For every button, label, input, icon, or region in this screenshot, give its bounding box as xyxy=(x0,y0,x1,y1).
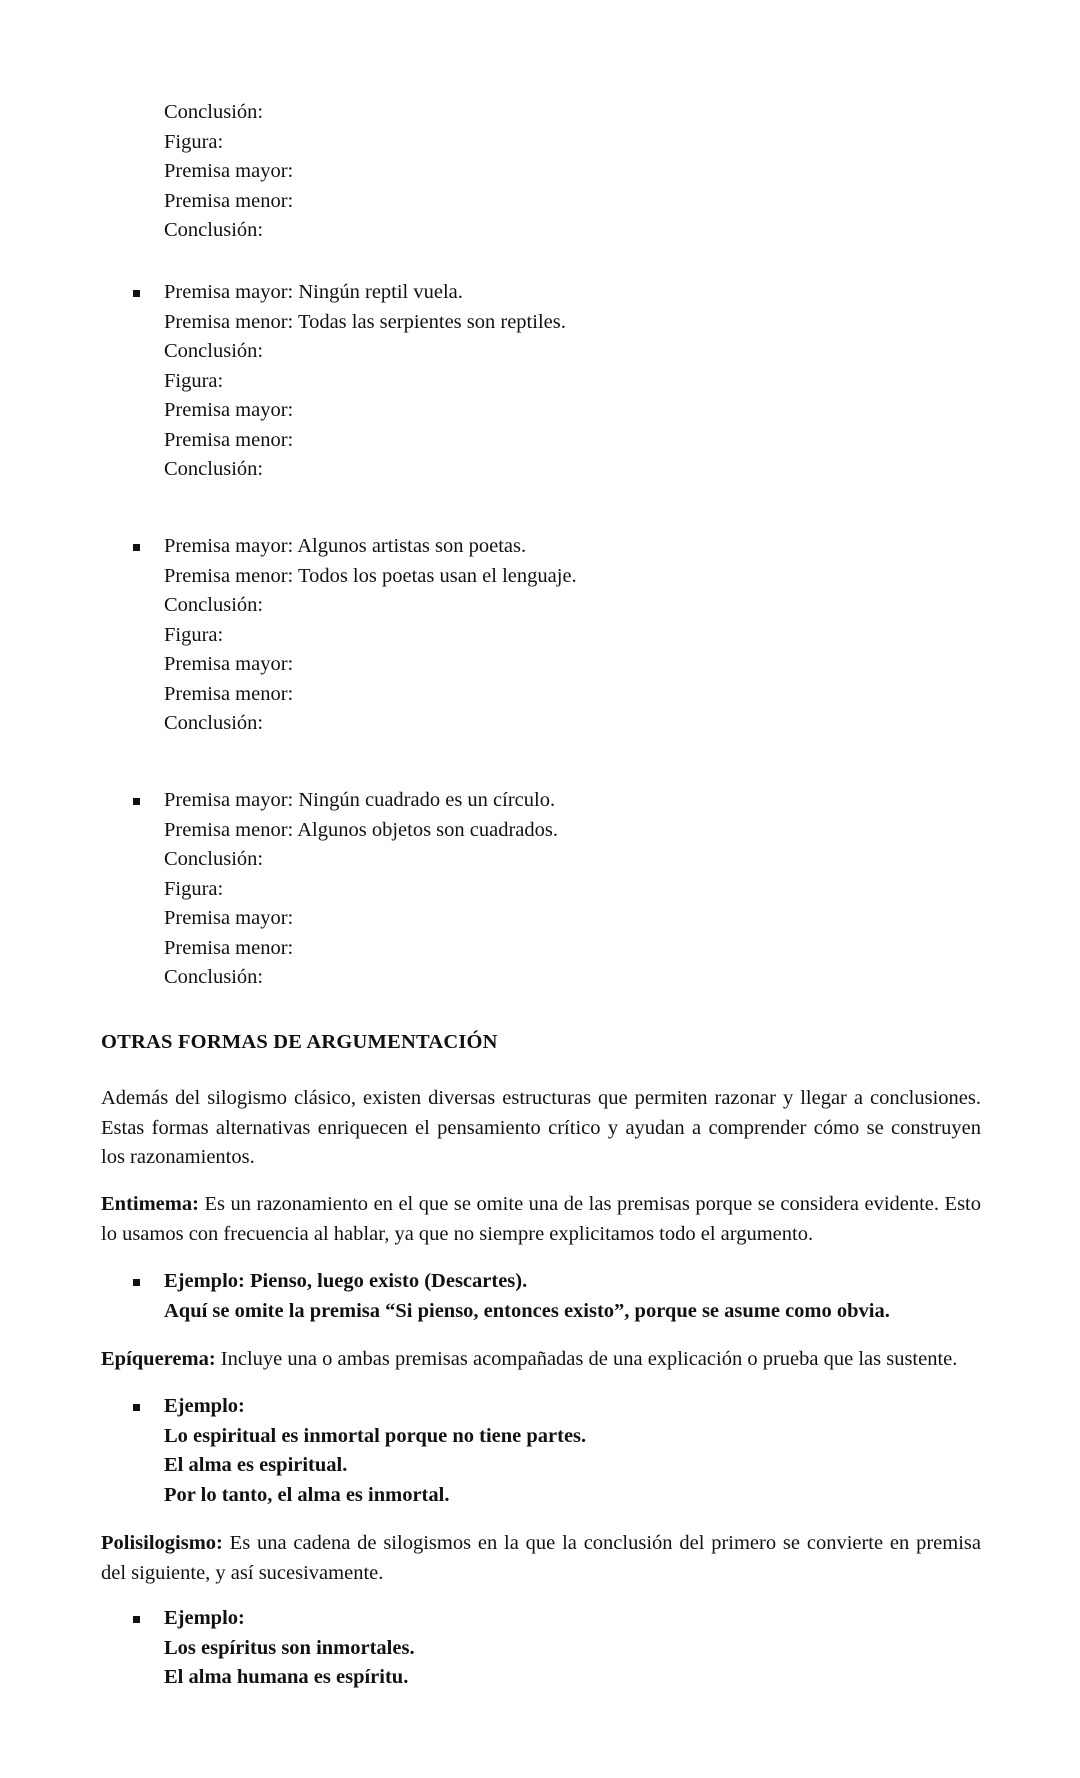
field-premisa-menor: Premisa menor: xyxy=(164,936,294,959)
premisa-mayor: Premisa mayor: Ningún cuadrado es un círculo. xyxy=(164,789,556,811)
entimema-definition: Es un razonamiento en el que se omite una de las premisas porque se considera evidente. Esto lo usamos con frecuencia al hablar, ya que no siempre explicitamos todo el argumento. xyxy=(101,1193,981,1245)
square-bullet-icon xyxy=(133,1616,140,1623)
field-conclusion: Conclusión: xyxy=(164,712,264,734)
field-premisa-menor: Premisa menor: xyxy=(164,428,294,451)
field-conclusion: Conclusión: xyxy=(164,219,264,241)
square-bullet-icon xyxy=(133,1404,140,1411)
polisilogismo-term: Polisilogismo: xyxy=(101,1532,223,1554)
field-premisa-mayor: Premisa mayor: xyxy=(164,399,294,421)
exercise-item xyxy=(0,278,566,485)
field-conclusion: Conclusión: xyxy=(164,594,264,616)
epiquerema-definition: Incluye una o ambas premisas acompañadas de una explicación o prueba que las sustente. xyxy=(215,1348,958,1370)
example-line: El alma humana es espíritu. xyxy=(164,1666,409,1688)
example-line: Ejemplo: xyxy=(164,1607,245,1629)
example-line: Los espíritus son inmortales. xyxy=(164,1636,415,1659)
premisa-mayor: Premisa mayor: Algunos artistas son poetas. xyxy=(164,535,527,557)
square-bullet-icon xyxy=(133,798,140,805)
square-bullet-icon xyxy=(133,544,140,551)
example-line: Ejemplo: xyxy=(164,1395,245,1417)
square-bullet-icon xyxy=(133,290,140,297)
entimema-term: Entimema: xyxy=(101,1193,199,1215)
field-figura: Figura: xyxy=(164,130,224,153)
polisilogismo-paragraph xyxy=(101,1529,981,1588)
field-premisa-menor: Premisa menor: xyxy=(164,682,294,705)
example-line: Aquí se omite la premisa “Si pienso, entonces existo”, porque se asume como obvia. xyxy=(164,1299,890,1322)
field-figura: Figura: xyxy=(164,369,224,392)
premisa-menor: Premisa menor: Algunos objetos son cuadrados. xyxy=(164,818,559,841)
intro-paragraph: Además del silogismo clásico, existen diversas estructuras que permiten razonar y llegar a conclusiones. Estas formas alternativas enriquecen el pensamiento crítico y ayudan a comprender cómo se construyen los razonamientos. xyxy=(101,1087,981,1168)
field-premisa-mayor: Premisa mayor: xyxy=(164,907,294,929)
exercise-item xyxy=(0,786,558,993)
field-conclusion: Conclusión: xyxy=(164,101,264,123)
section-heading: OTRAS FORMAS DE ARGUMENTACIÓN xyxy=(101,1031,498,1053)
premisa-menor: Premisa menor: Todos los poetas usan el lenguaje. xyxy=(164,564,577,587)
epiquerema-term: Epíquerema: xyxy=(101,1348,216,1370)
exercise-item xyxy=(0,532,577,739)
field-figura: Figura: xyxy=(164,877,224,900)
example-line: Lo espiritual es inmortal porque no tiene partes. xyxy=(164,1424,587,1447)
field-figura: Figura: xyxy=(164,623,224,646)
field-premisa-mayor: Premisa mayor: xyxy=(164,160,294,182)
field-premisa-mayor: Premisa mayor: xyxy=(164,653,294,675)
epiquerema-paragraph xyxy=(101,1345,981,1375)
field-conclusion: Conclusión: xyxy=(164,966,264,988)
example-line: Ejemplo: Pienso, luego existo (Descartes). xyxy=(164,1270,528,1292)
entimema-example xyxy=(0,1267,890,1326)
polisilogismo-definition: Es una cadena de silogismos en la que la conclusión del primero se convierte en premisa del siguiente, y así sucesivamente. xyxy=(101,1532,981,1584)
polisilogismo-example xyxy=(0,1604,415,1693)
exercise-answer-fields-continued xyxy=(0,98,293,246)
example-line: El alma es espiritual. xyxy=(164,1454,348,1476)
field-conclusion: Conclusión: xyxy=(164,458,264,480)
premisa-menor: Premisa menor: Todas las serpientes son reptiles. xyxy=(164,310,566,333)
field-premisa-menor: Premisa menor: xyxy=(164,189,294,212)
example-line: Por lo tanto, el alma es inmortal. xyxy=(164,1483,450,1506)
premisa-mayor: Premisa mayor: Ningún reptil vuela. xyxy=(164,281,463,303)
epiquerema-example xyxy=(0,1392,586,1510)
square-bullet-icon xyxy=(133,1279,140,1286)
entimema-paragraph xyxy=(101,1190,981,1249)
field-conclusion: Conclusión: xyxy=(164,848,264,870)
field-conclusion: Conclusión: xyxy=(164,340,264,362)
